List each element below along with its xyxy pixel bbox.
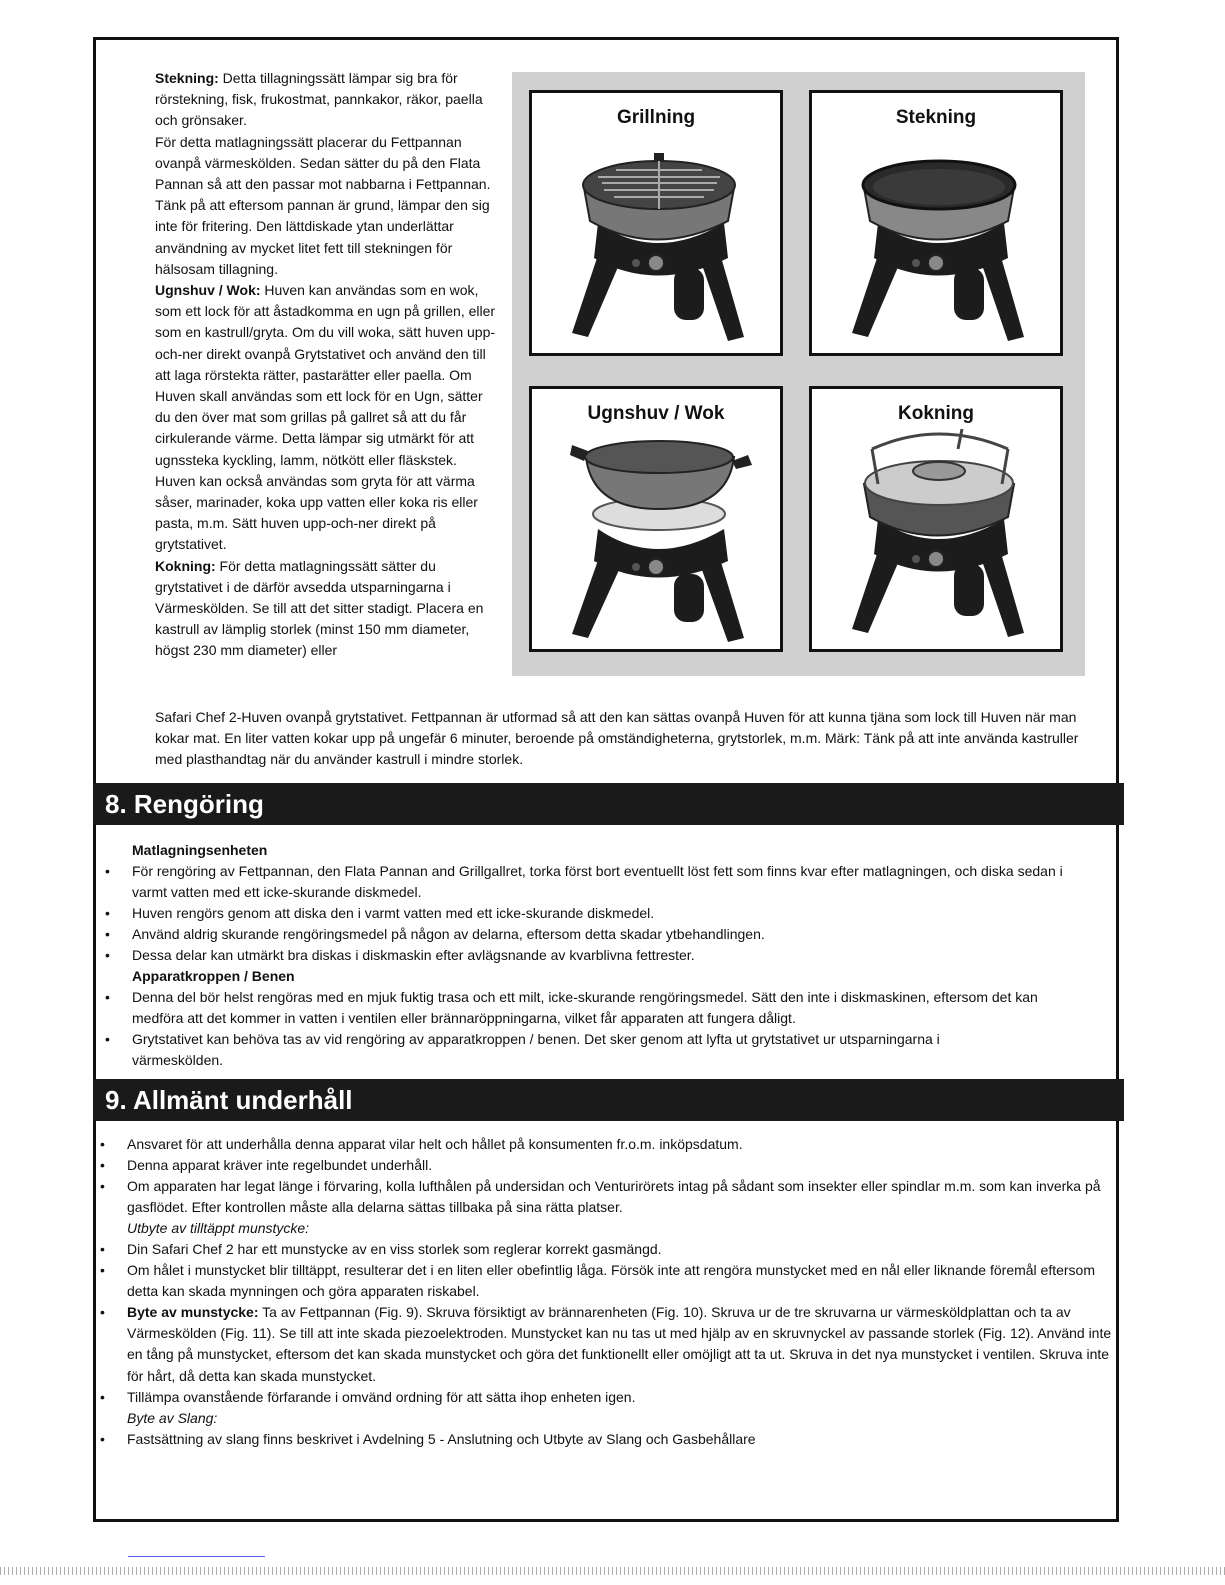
- boiling-stand-illustration: [812, 389, 1060, 649]
- kokning-text: För detta matlagningssätt sätter du grytstativet i de därför avsedda utsparningarna i Värmeskölden. Se till att det sitter stadigt. Placera en kastrull av lämplig storlek (minst 150 mm diameter, högst 230 mm diameter) eller: [155, 557, 484, 659]
- wok-illustration: [532, 389, 780, 649]
- ugnshuv-label: Ugnshuv / Wok:: [155, 282, 261, 299]
- stekning-text: Detta tillagningssätt lämpar sig bra för rörstekning, fisk, frukostmat, pannkakor, räkor, paella och grönsaker.: [155, 70, 483, 129]
- figure-grillning: [529, 90, 783, 356]
- section-9-heading: 9. Allmänt underhåll: [93, 1079, 1124, 1121]
- bullet-icon: •: [100, 1178, 105, 1194]
- bullet-icon: •: [100, 1262, 105, 1278]
- figure-stekning: [809, 90, 1063, 356]
- list-item: [127, 1302, 1112, 1387]
- footer-link-underline: [128, 1556, 265, 1557]
- bullet-icon: •: [105, 947, 110, 963]
- subheading-byte-slang: Byte av Slang:: [127, 1410, 218, 1426]
- bullet-icon: •: [105, 926, 110, 942]
- list-item: Fastsättning av slang finns beskrivet i Avdelning 5 - Anslutning och Utbyte av Slang och Gasbehållare: [127, 1431, 756, 1447]
- list-item: För rengöring av Fettpannan, den Flata Pannan and Grillgallret, torka först bort eventuellt löst fett som finns kvar efter matlagningen, och diska sedan i varmt vatten med ett icke-skurande diskmedel.: [132, 863, 1063, 901]
- subheading-apparatkroppen: Apparatkroppen / Benen: [132, 968, 295, 984]
- list-item: Om apparaten har legat länge i förvaring, kolla lufthålen på undersidan och Venturirörets intag på sådant som insekter eller spindlar m.m. som kan inverka på gasflödet. Efter kontrollen måste alla delarna sättas tillbaka på sina rätta platser.: [127, 1178, 1101, 1216]
- bullet-icon: •: [100, 1136, 105, 1152]
- kokning-paragraph: [155, 556, 500, 662]
- list-item: Din Safari Chef 2 har ett munstycke av en viss storlek som reglerar korrekt gasmängd.: [127, 1241, 662, 1257]
- section-8-heading: 8. Rengöring: [93, 783, 1124, 825]
- caption-ugnshuv: Ugnshuv / Wok: [587, 403, 725, 424]
- figure-kokning: [809, 386, 1063, 652]
- byte-munstycke-label: Byte av munstycke:: [127, 1304, 259, 1320]
- figure-ugnshuv: [529, 386, 783, 652]
- bullet-icon: •: [100, 1389, 105, 1405]
- intro-text: [155, 68, 500, 662]
- list-item: Denna apparat kräver inte regelbundet underhåll.: [127, 1157, 433, 1173]
- list-item: Dessa delar kan utmärkt bra diskas i diskmaskin efter avlägsnande av kvarblivna fettrester.: [132, 947, 695, 963]
- griddle-illustration: [812, 93, 1060, 353]
- bullet-icon: •: [105, 863, 110, 879]
- caption-kokning: Kokning: [898, 403, 974, 424]
- bullet-icon: •: [105, 905, 110, 921]
- list-item: Ansvaret för att underhålla denna apparat vilar helt och hållet på konsumenten fr.o.m. inköpsdatum.: [127, 1136, 743, 1152]
- list-item: Huven rengörs genom att diska den i varmt vatten med ett icke-skurande diskmedel.: [132, 905, 655, 921]
- byte-munstycke-text: Ta av Fettpannan (Fig. 9). Skruva försiktigt av brännarenheten (Fig. 10). Skruva ur de tre skruvarna ur värmesköldplattan och ta av Värmeskölden (Fig. 11). Se till att inte skada piezoelektroden. Munstycket kan nu tas ut med hjälp av en skruvnyckel av passande storlek (Fig. 12). Använd inte en tång på munstycket, eftersom det kan skada munstycket och göra det funktionellt eller omöjligt att ta ut. Skruva in det nya munstycket i ventilen. Skruva inte för hårt, då detta kan skada munstycket.: [127, 1304, 1112, 1384]
- caption-grillning: Grillning: [616, 107, 696, 128]
- crop-marks: [0, 1567, 1225, 1575]
- bullet-icon: •: [100, 1157, 105, 1173]
- bullet-icon: •: [100, 1431, 105, 1447]
- stekning-paragraph: [155, 68, 500, 132]
- grill-illustration: [532, 93, 780, 353]
- list-item: Använd aldrig skurande rengöringsmedel på någon av delarna, eftersom detta skadar ytbehandlingen.: [132, 926, 765, 942]
- figure-panel: [512, 72, 1085, 676]
- list-item: Om hålet i munstycket blir tilltäppt, resulterar det i en liten eller obefintlig låga. Försök inte att rengöra munstycket med en nål eller liknande föremål eftersom detta kan skada mynningen och göra apparaten riskabel.: [127, 1262, 1096, 1300]
- subheading-matlagningsenheten: Matlagningsenheten: [132, 842, 268, 858]
- subheading-utbyte-munstycke: Utbyte av tilltäppt munstycke:: [127, 1220, 310, 1236]
- caption-stekning: Stekning: [895, 107, 977, 128]
- ugnshuv-paragraph: [155, 280, 500, 556]
- bullet-icon: •: [105, 1031, 110, 1047]
- list-item: Grytstativet kan behöva tas av vid rengöring av apparatkroppen / benen. Det sker genom att lyfta ut grytstativet ur utsparningarna i värmeskölden.: [132, 1031, 940, 1069]
- stekning-label: Stekning:: [155, 70, 219, 86]
- ugnshuv-text: Huven kan användas som en wok, som ett lock för att åstadkomma en ugn på grillen, eller som en kastrull/gryta. Om du vill woka, sätt huven upp-och-ner direkt ovanpå Grytstativet och använd den till att laga rörstekta rätter, pastarätter eller paella. Om Huven skall användas som ett lock för en Ugn, sätter du den över mat som grillas på gallret så att du får cirkulerande värme. Detta lämpar sig utmärkt för att ugnssteka kyckling, lamm, nötkött eller fläskstek. Huven kan också användas som gryta för att värma såser, marinader, koka upp vatten eller koka ris eller pasta, m.m. Sätt huven upp-och-ner direkt på grytstativet.: [155, 282, 496, 553]
- list-item: Denna del bör helst rengöras med en mjuk fuktig trasa och ett milt, icke-skurande rengöringsmedel. Sätt den inte i diskmaskinen, eftersom det kan medföra att det kommer in vatten i ventilen eller brännaröppningarna, vilket får apparaten att fungera dåligt.: [132, 989, 1038, 1027]
- list-item: Tillämpa ovanstående förfarande i omvänd ordning för att sätta ihop enheten igen.: [127, 1389, 636, 1405]
- bullet-icon: •: [100, 1304, 105, 1320]
- kokning-continuation: Safari Chef 2-Huven ovanpå grytstativet. Fettpannan är utformad så att den kan sättas ovanpå Huven för att kunna tjäna som lock till Huven när man kokar mat. En liter vatten kokar upp på ungefär 6 minuter, beroende på omständigheterna, grytstorlek, m.m. Märk: Tänk på att inte använda kastruller med plasthandtag när du använder kastrull i mindre storlek.: [155, 709, 1079, 768]
- kokning-label: Kokning:: [155, 557, 216, 574]
- bullet-icon: •: [105, 989, 110, 1005]
- stekning-instructions: För detta matlagningssätt placerar du Fettpannan ovanpå värmeskölden. Sedan sätter du på den Flata Pannan så att den passar mot nabbarna i Fettpannan. Tänk på att eftersom pannan är grund, lämpar den sig inte för fritering. Den lättdiskade ytan underlättar användning av mycket litet fett till stekningen för hälsosam tillagning.: [155, 133, 491, 277]
- bullet-icon: •: [100, 1241, 105, 1257]
